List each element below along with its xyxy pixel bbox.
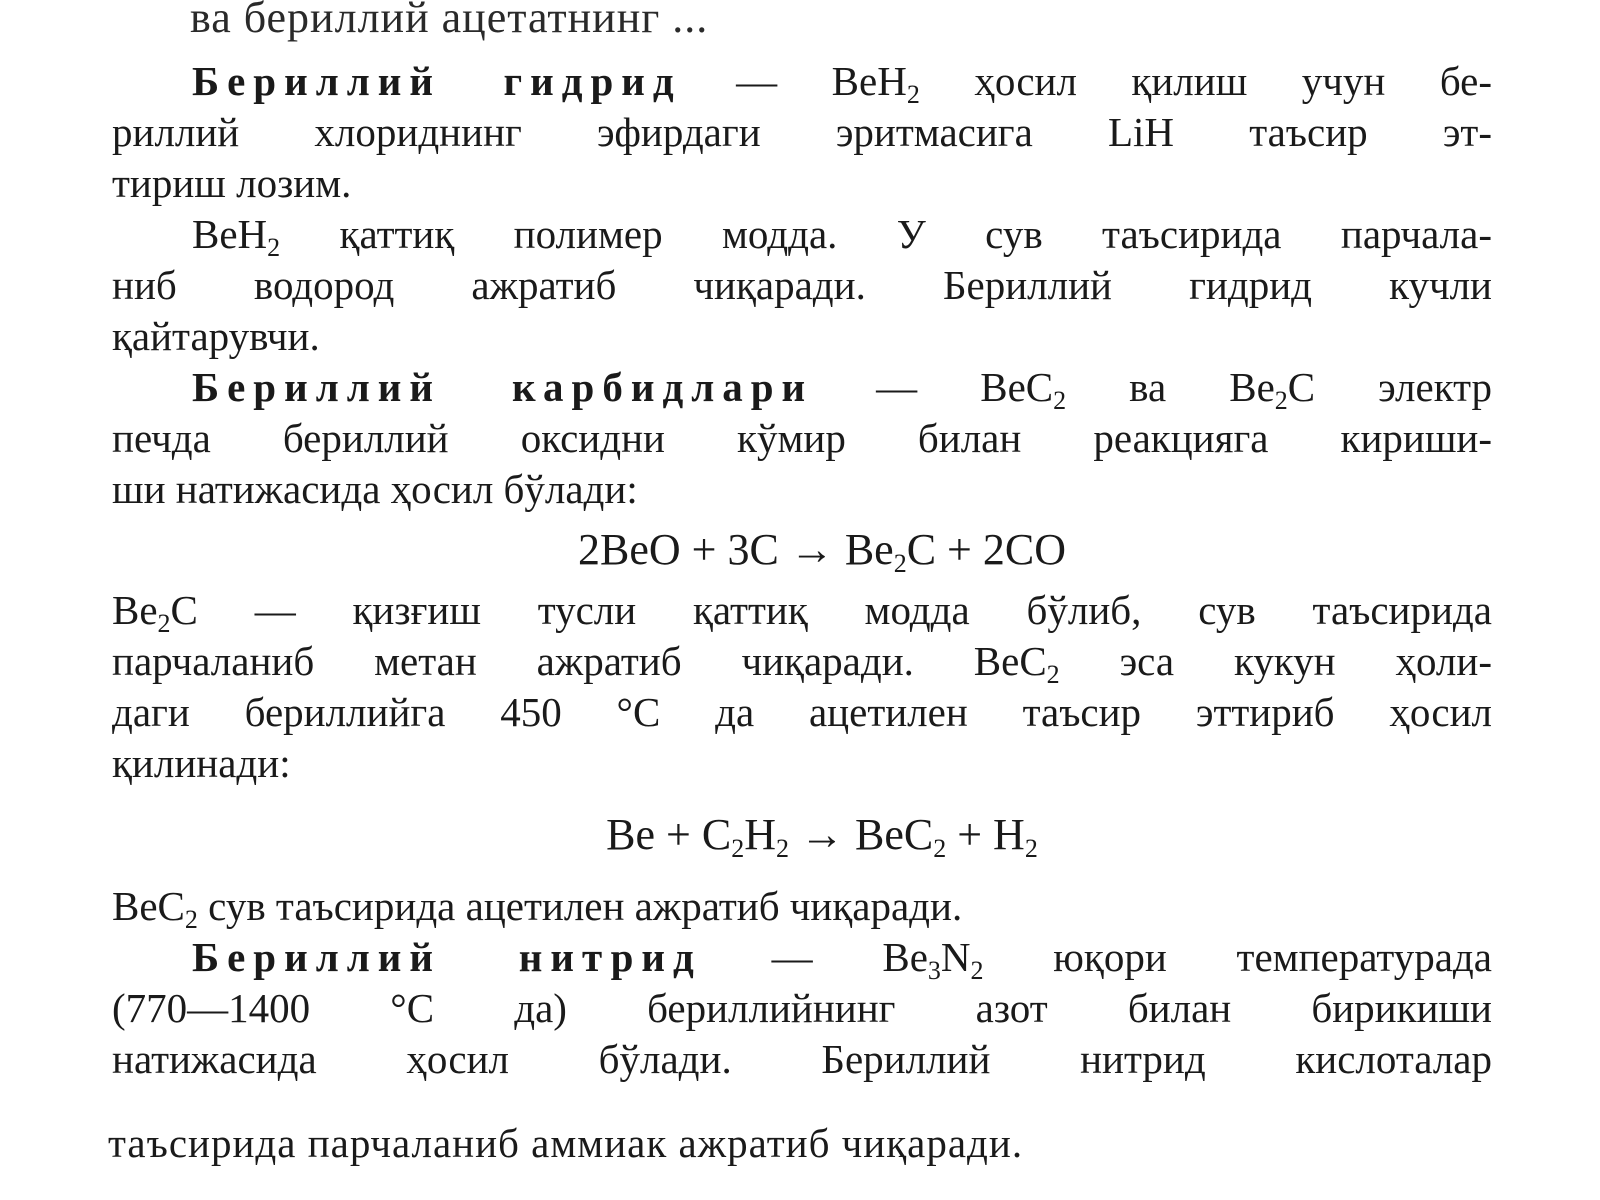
paragraph-be2c-properties: [112, 585, 1492, 789]
term-heading: Бериллий карбидлари: [192, 364, 814, 410]
text-line: ниб водород ажратиб чиқаради. Бериллий гидрид кучли: [112, 262, 1492, 308]
text-line: BeH$_2$ қаттиқ полимер модда. У сув таъсирида парчала-: [192, 211, 1492, 262]
text-line: печда бериллий оксидни кўмир билан реакцияга кириши-: [112, 415, 1492, 461]
cut-off-top-line: ва бериллий ацетатнинг ...: [190, 0, 709, 42]
chemical-equation-1: $2BeO + 3C \to Be_2C + 2CO$: [578, 525, 1066, 578]
text-line: риллий хлориднинг эфирдаги эритмасига LiH таъсир эт-: [112, 109, 1492, 155]
text-line: қайтарувчи.: [112, 313, 320, 359]
text-line: Бериллий гидрид — BeH$_2$ ҳосил қилиш учун бе-: [192, 58, 1493, 109]
text-line: парчаланиб метан ажратиб чиқаради. BeC$_2$ эса кукун ҳоли-: [112, 638, 1492, 689]
text-line: (770—1400 °C да) бериллийнинг азот билан бирикиши: [112, 985, 1492, 1031]
text-line: $Be_2C$ — қизғиш тусли қаттиқ модда бўлиб, сув таъсирида: [112, 587, 1492, 638]
term-heading: Бериллий нитрид: [192, 934, 702, 980]
paragraph-beryllium-nitride: [112, 932, 1492, 1085]
text-line: Бериллий нитрид — $Be_3N_2$ юқори температурада: [192, 934, 1492, 985]
text-line: BeC$_2$ сув таъсирида ацетилен ажратиб чиқаради.: [112, 883, 963, 934]
text-line: натижасида ҳосил бўлади. Бериллий нитрид кислоталар: [112, 1036, 1492, 1082]
cut-off-bottom-line: таъсирида парчаланиб аммиак ажратиб чиқаради.: [108, 1120, 1024, 1166]
document-body: [112, 56, 1492, 1085]
chemical-equation-2: $Be + C_2H_2 \to BeC_2 + H_2$: [606, 810, 1038, 863]
paragraph-beh2-properties: [112, 209, 1492, 362]
text-line: Бериллий карбидлари — BeC$_2$ ва $Be_2C$ электр: [192, 364, 1492, 415]
term-heading: Бериллий гидрид: [192, 58, 682, 104]
text-line: даги бериллийга 450 °C да ацетилен таъсир эттириб ҳосил: [112, 689, 1492, 735]
text-line: ши натижасида ҳосил бўлади:: [112, 466, 638, 512]
paragraph-beryllium-hydride: [112, 56, 1492, 209]
paragraph-beryllium-carbides: [112, 362, 1492, 515]
paragraph-bec2-hydrolysis: [112, 881, 1492, 932]
text-line: қилинади:: [112, 740, 291, 786]
text-line: тириш лозим.: [112, 160, 352, 206]
